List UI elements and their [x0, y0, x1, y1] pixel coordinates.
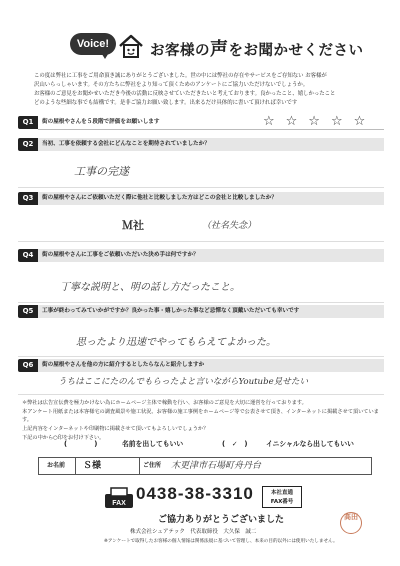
q2-text: 当初、工事を依頼する会社にどんなことを期待されていましたか？ — [38, 138, 384, 151]
intro-text: この度は弊社に工事をご用命頂き誠にありがとうございました。世の中には弊社の存在やサービスをご存知ない お客様が 沢山いらっしゃいます。その方たちに弊社をより知って頂くためのアンケートにご協力いただけないでしょうか。 お客様のご意見をお聞かせいただき今後の活動に反映させていただきたいと考えております。良かったこと、嬉しかったこと どのような些細な事でも結構です。是非ご協力お願い致します。出来るだけ具体的に書いて頂ければ幸いです — [34, 73, 336, 106]
fax-number: 0438-38-3310 — [136, 484, 254, 503]
option-name-label: 名前を出してもいい — [122, 440, 184, 448]
divider — [139, 458, 140, 474]
option-name-paren[interactable]: ( ) — [64, 440, 98, 448]
q6-badge: Q6 — [18, 359, 38, 372]
q5-answer: 思ったより迅速でやってもらえてよかった。 — [76, 337, 276, 348]
q4-answer-box — [18, 262, 384, 303]
q3-badge: Q3 — [18, 192, 38, 205]
q3-answer-note: （社名失念） — [202, 221, 257, 231]
q4-badge: Q4 — [18, 249, 38, 262]
q2-answer-box — [18, 151, 384, 188]
q2-answer: 工事の完遂 — [74, 165, 129, 178]
q3-text: 街の屋根やさんにご依頼いただく際に他社と比較しました方はどこの会社と比較しましたか？ — [38, 192, 384, 205]
voice-badge: Voice! — [70, 33, 116, 55]
q2-badge: Q2 — [18, 138, 38, 151]
q1-label: 街の屋根やさんを５段階で評価をお願いします — [42, 119, 160, 125]
privacy-note: ※アンケートで取得したお客様の個人情報は関係法規に基づいて管理し、本来の目的以外には使用いたしません。 — [104, 539, 338, 544]
q6-text: 街の屋根やさんを他の方に紹介するとしたらなんと紹介しますか — [38, 359, 384, 372]
option-initial-paren[interactable]: ( ✓ ) — [222, 440, 248, 448]
page-title — [150, 35, 364, 61]
rating-stars: ☆☆☆☆☆ — [263, 114, 377, 129]
consent-notes: ＊弊社は広告宣伝費を極力かけない為にホームページ主体で稼動を行い、お客様のご意見を大切に運営を行っております。 本アンケート用紙または本客様宅の調査風景や施工状況、お客様の施工事例をホームページ等で公表させて頂き、インターネットに掲載させて頂いています。 上記内容をインターネットや印刷物に掲載させて頂いてもよろしいでしょうか？ 下記の中から○印をお付け下さい。 — [22, 400, 379, 441]
q5-answer-box — [18, 318, 384, 357]
q6-answer-box — [18, 372, 384, 395]
address-label: ご住所 — [143, 462, 162, 469]
q4-text: 街の屋根やさんに工事をご依頼いただいた決め手は何ですか？ — [38, 249, 384, 262]
q6-answer: うちはここにたのんでもらったよと言いながらYoutube見せたい — [58, 377, 309, 387]
fax-badge — [262, 486, 302, 508]
option-initial-label: イニシャルなら出してもいい — [266, 440, 354, 448]
question-1 — [18, 116, 384, 132]
customer-info-box — [38, 457, 372, 475]
company-name: 株式会社シェアテック 代表取締役 大久保 誠二 — [130, 529, 257, 535]
name-value: Ｓ様 — [83, 461, 102, 471]
q4-answer: 丁寧な説明と、明の話し方だったこと。 — [60, 282, 240, 293]
q3-answer-box — [18, 205, 384, 242]
seal-stamp: 高田 — [340, 512, 362, 534]
fax-icon-label: FAX — [112, 500, 126, 507]
question-2 — [18, 138, 384, 188]
title-big: 声 — [210, 39, 229, 60]
title-prefix: お客様の — [150, 43, 210, 59]
house-icon — [118, 33, 144, 59]
fax-icon — [104, 487, 134, 509]
question-5 — [18, 305, 384, 357]
fax-badge-line1: 本社直通 — [270, 490, 293, 496]
q3-answer: Ｍ社 — [122, 219, 144, 232]
name-label: お名前 — [47, 462, 66, 469]
fax-badge-line2: FAX番号 — [270, 499, 294, 505]
title-suffix: をお聞かせください — [228, 43, 364, 59]
question-3 — [18, 192, 384, 242]
thanks-text: ご協力ありがとうございました — [158, 515, 285, 525]
address-value: 木更津市石場町舟丹台 — [171, 461, 262, 471]
q5-badge: Q5 — [18, 305, 38, 318]
q1-badge: Q1 — [18, 116, 38, 129]
question-4 — [18, 249, 384, 303]
q5-text: 工事が終わってみていかがですか？良かった事・嬉しかった事など忌憚なく頂戴いただいても幸いです — [38, 305, 384, 318]
divider — [75, 458, 76, 474]
question-6 — [18, 359, 384, 395]
publish-options — [36, 438, 376, 452]
